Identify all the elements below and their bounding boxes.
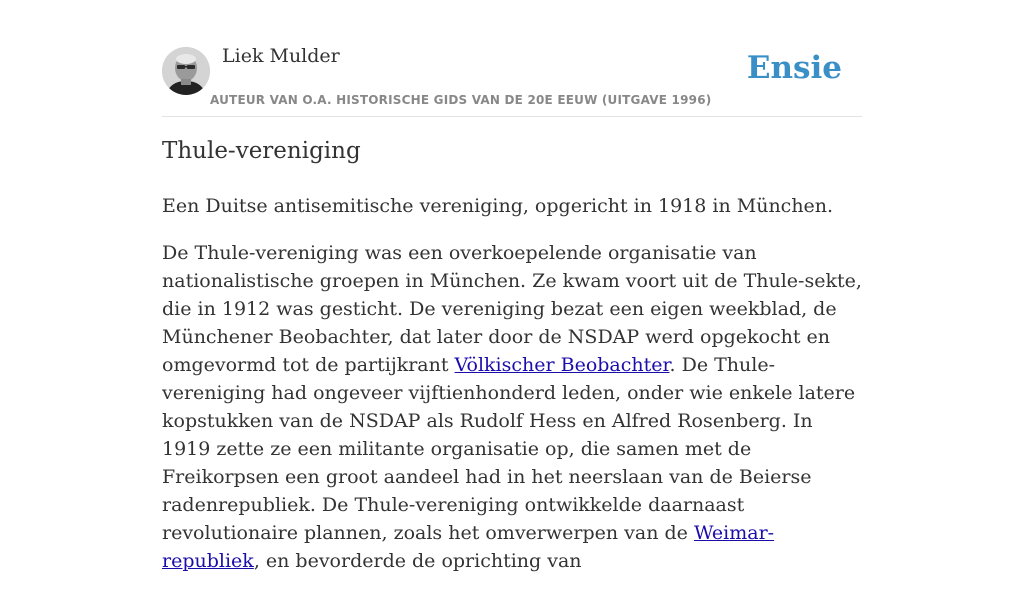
author-header xyxy=(162,0,862,117)
body-text-2: . De Thule-vereniging had ongeveer vijftienhonderd leden, onder wie enkele latere kopstukken van de NSDAP als Rudolf Hess en Alfred Rosenberg. In 1919 zette ze een militante organisatie op, die samen met de Freikorpsen een groot aandeel had in het neerslaan van de Beierse radenrepubliek. De Thule-vereniging ontwikkelde daarnaast revolutionaire plannen, zoals het omverwerpen van de xyxy=(162,354,856,544)
site-logo[interactable]: Ensie xyxy=(746,50,842,86)
author-name[interactable]: Liek Mulder xyxy=(222,45,340,67)
article-title: Thule-vereniging xyxy=(162,138,361,164)
article-page xyxy=(162,0,862,572)
author-avatar[interactable] xyxy=(162,47,210,95)
article-body xyxy=(162,239,862,575)
body-text-3: , en bevorderde de oprichting van xyxy=(253,550,582,572)
link-volkischer-beobachter[interactable]: Völkischer Beobachter xyxy=(454,354,670,376)
body-text-1: De Thule-vereniging was een overkoepelende organisatie van nationalistische groepen in München. Ze kwam voort uit de Thule-sekte, die in 1912 was gesticht. De vereniging bezat een eigen weekblad, de Münchener Beobachter, dat later door de NSDAP werd opgekocht en omgevormd tot de partijkrant xyxy=(162,242,862,376)
link-weimar-republiek[interactable]: Weimar-republiek xyxy=(162,522,775,572)
article-content xyxy=(162,192,862,594)
author-photo-icon xyxy=(162,47,210,95)
author-description: AUTEUR VAN O.A. HISTORISCHE GIDS VAN DE 20E EEUW (UITGAVE 1996) xyxy=(210,93,712,107)
article-summary: Een Duitse antisemitische vereniging, opgericht in 1918 in München. xyxy=(162,195,834,217)
